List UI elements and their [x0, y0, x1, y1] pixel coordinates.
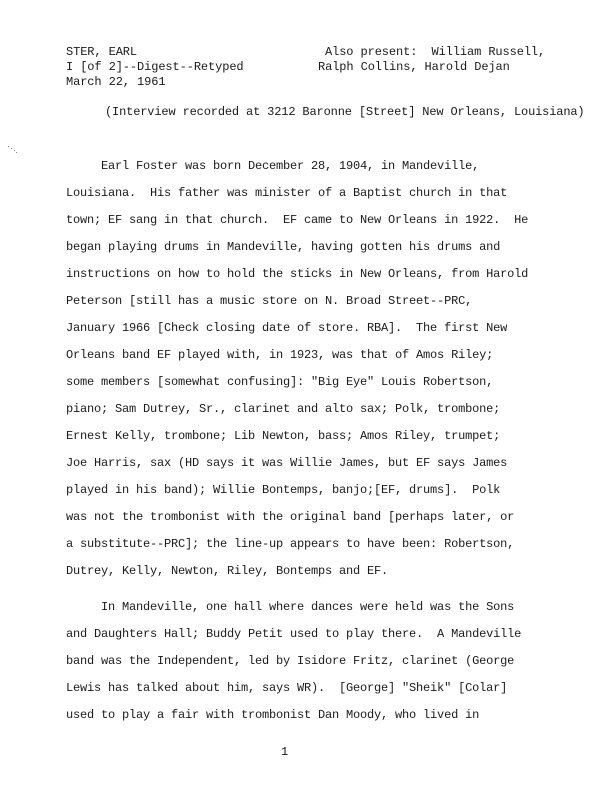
- paragraph-line: Dutrey, Kelly, Newton, Riley, Bontemps and EF.: [66, 564, 389, 578]
- header-session: I [of 2]--Digest--Retyped: [66, 60, 244, 74]
- paragraph-line: town; EF sang in that church. EF came to New Orleans in 1922. He: [66, 213, 529, 227]
- header-name: STER, EARL: [66, 45, 138, 59]
- paragraph-line: Lewis has talked about him, says WR). [George] "Sheik" [Colar]: [66, 681, 508, 695]
- paragraph-line: Joe Harris, sax (HD says it was Willie James, but EF says James: [66, 456, 508, 470]
- paragraph-line: Earl Foster was born December 28, 1904, in Mandeville,: [66, 159, 480, 173]
- header-also-present: Also present: William Russell,: [325, 45, 546, 59]
- paragraph-line: instructions on how to hold the sticks in New Orleans, from Harold: [66, 267, 529, 281]
- scan-speck: [8, 146, 18, 154]
- paragraph-line: some members [somewhat confusing]: "Big Eye" Louis Robertson,: [66, 375, 494, 389]
- interview-location-note: (Interview recorded at 3212 Baronne [Street] New Orleans, Louisiana): [105, 105, 585, 119]
- paragraph-2: [66, 594, 521, 729]
- paragraph-line: piano; Sam Dutrey, Sr., clarinet and alto sax; Polk, trombone;: [66, 402, 501, 416]
- paragraph-line: band was the Independent, led by Isidore Fritz, clarinet (George: [66, 654, 515, 668]
- paragraph-line: In Mandeville, one hall where dances were held was the Sons: [66, 600, 515, 614]
- paragraph-line: and Daughters Hall; Buddy Petit used to play there. A Mandeville: [66, 627, 522, 641]
- paragraph-line: was not the trombonist with the original band [perhaps later, or: [66, 510, 515, 524]
- paragraph-line: Orleans band EF played with, in 1923, was that of Amos Riley;: [66, 348, 494, 362]
- paragraph-line: Ernest Kelly, trombone; Lib Newton, bass; Amos Riley, trumpet;: [66, 429, 501, 443]
- paragraph-line: January 1966 [Check closing date of store. RBA]. The first New: [66, 321, 508, 335]
- header-date: March 22, 1961: [66, 75, 166, 89]
- paragraph-line: Louisiana. His father was minister of a Baptist church in that: [66, 186, 508, 200]
- paragraph-line: a substitute--PRC]; the line-up appears to have been: Robertson,: [66, 537, 515, 551]
- paragraph-line: Peterson [still has a music store on N. Broad Street--PRC,: [66, 294, 473, 308]
- paragraph-line: began playing drums in Mandeville, having gotten his drums and: [66, 240, 501, 254]
- page-number: 1: [281, 745, 289, 759]
- paragraph-line: used to play a fair with trombonist Dan Moody, who lived in: [66, 708, 480, 722]
- paragraph-line: played in his band); Willie Bontemps, banjo;[EF, drums]. Polk: [66, 483, 501, 497]
- header-also-present-continued: Ralph Collins, Harold Dejan: [318, 60, 510, 74]
- paragraph-1: [66, 153, 528, 585]
